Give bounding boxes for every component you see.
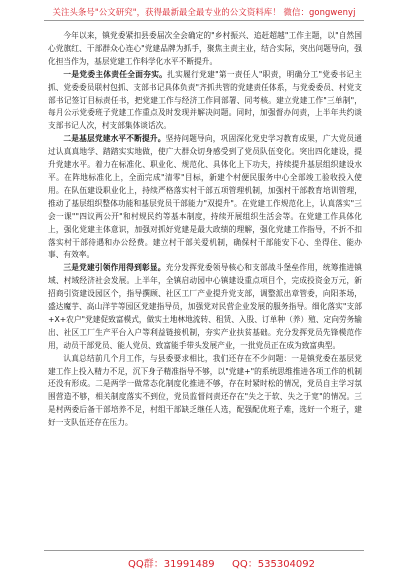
paragraph-text: 坚持问题导向，巩固深化党史学习教育成果，广大党员通过认真真地学、踏踏实实地做，使广大群众切身感受到了党员队伍变化。突出四化建设，提升党建水平。着力在标准化、职业化、规范化、具体化上下功夫，持续提升基层组织建设水平。在阵地标准化上，全面完成"清零"目标，新建个村便民服务中心全部竣工验收投入使用。在队伍建设职业化上，持续严格落实村干部五项管理机制，加强村干部教育培训管理，推动了基层组织整体功能和基层党员干部能力"双提升"。在党建工作规范化上，认真落实"三会一课""四议两公开"和村规民约等基本制度，持续开展组织生活会等。在党建工作具体化上，强化党建主体意识，加强对抓好党建是最大政绩的理解，强化党建工作指导，不折不扣落实村干部待遇和办公经费。建立村干部关爱机制，确保村干部能安下心、坐得住、能办事、有效率。 xyxy=(48,134,362,260)
paragraph-heading: 二是基层党建水平不断提升。 xyxy=(63,134,166,144)
header-divider xyxy=(44,20,364,21)
footer-divider xyxy=(44,550,364,551)
paragraph-text: 充分发挥党委领导核心和支部战斗堡垒作用，统筹推进镇域、村域经济社会发展。上半年，全镇启动园中心镇建设重点项目个，完成投资金万元，新招商引资建设园区个，指导撰顾、社区工厂产业提升党支部，调整派出章管委，向阳茶场，盛达魔芋、高山洋芋等园区党建指导员，加强党对民营企业发展的服务指导。细化落实"支部+X+农户"党建促致富模式，做实土地林地流转、租赁、入股、订单种（养）殖、定向劳务输出、社区工厂生产平台入户等利益链接机制，夯实产业扶贫基础。充分发挥党员先锋模范作用，动员干部党员、能人党员、致富能手带头发展产业，一批党员正在成为致富典型。 xyxy=(48,263,362,350)
paragraph-text: 认真总结前几个月工作，与县委要求相比，我们还存在不少问题：一是镇党委在基层党建工作上投入精力不足，沉下身子精准指导不够，以"党建+"的系统思维推进各项工作的机制还没有形成。二是两学一做常态化制度化推进不够，存在时紧时松的情况，党员自主学习氛围营造不够，相关制度落实不到位，党员监督问责还存在"失之于软、失之于宽"的情况。三是村两委后备干部培养不足，村组干部缺乏继任人选，配强配优班子难，选好一个班子，建好一支队伍还存在压力。 xyxy=(48,353,362,428)
footer-qq-number: QQ：535304092 xyxy=(232,559,316,570)
paragraph-intro xyxy=(48,30,362,69)
paragraph-heading: 三是党建引领作用得到彰显。 xyxy=(63,263,166,273)
paragraph-leading-role xyxy=(48,262,362,352)
footer-qq-group: QQ群：31991489 xyxy=(128,559,215,570)
paragraph-heading: 一是党委主体责任全面夯实。 xyxy=(63,69,168,79)
paragraph-problems xyxy=(48,353,362,430)
paragraph-responsibility xyxy=(48,69,362,134)
document-body xyxy=(48,30,362,430)
paragraph-text: 扎实履行党建"第一责任人"职责，明确分工"党委书记主抓、党委委员联村包抓、支部书记具体负责"齐抓共管的党建责任体系，与党委委员、村党支部书记签订目标责任书，把党建工作与经济工作同部署、同考核。建立党建工作"三单制"，每月公示党委班子党建工作重点及时发现并解决问题。同时，加强督办问责，上半年共约谈支部书记人次，村支部集体谈话次。 xyxy=(48,69,362,131)
paragraph-text: 今年以来，镇党委紧扣县委届次全会确定的"乡村振兴、追赶超越"工作主题，以"自然国心党旗红、干部群众心连心"党建品牌为抓手，聚焦主责主业，结合实际，突出问题导向，强化担当作为，基层党建工作科学化水平不断提升。 xyxy=(48,31,362,66)
header-banner: 关注头条号"公文研究"，获得最新最全最专业的公文资料库！ 微信：gongwenyj xyxy=(52,7,356,17)
paragraph-party-building xyxy=(48,133,362,262)
